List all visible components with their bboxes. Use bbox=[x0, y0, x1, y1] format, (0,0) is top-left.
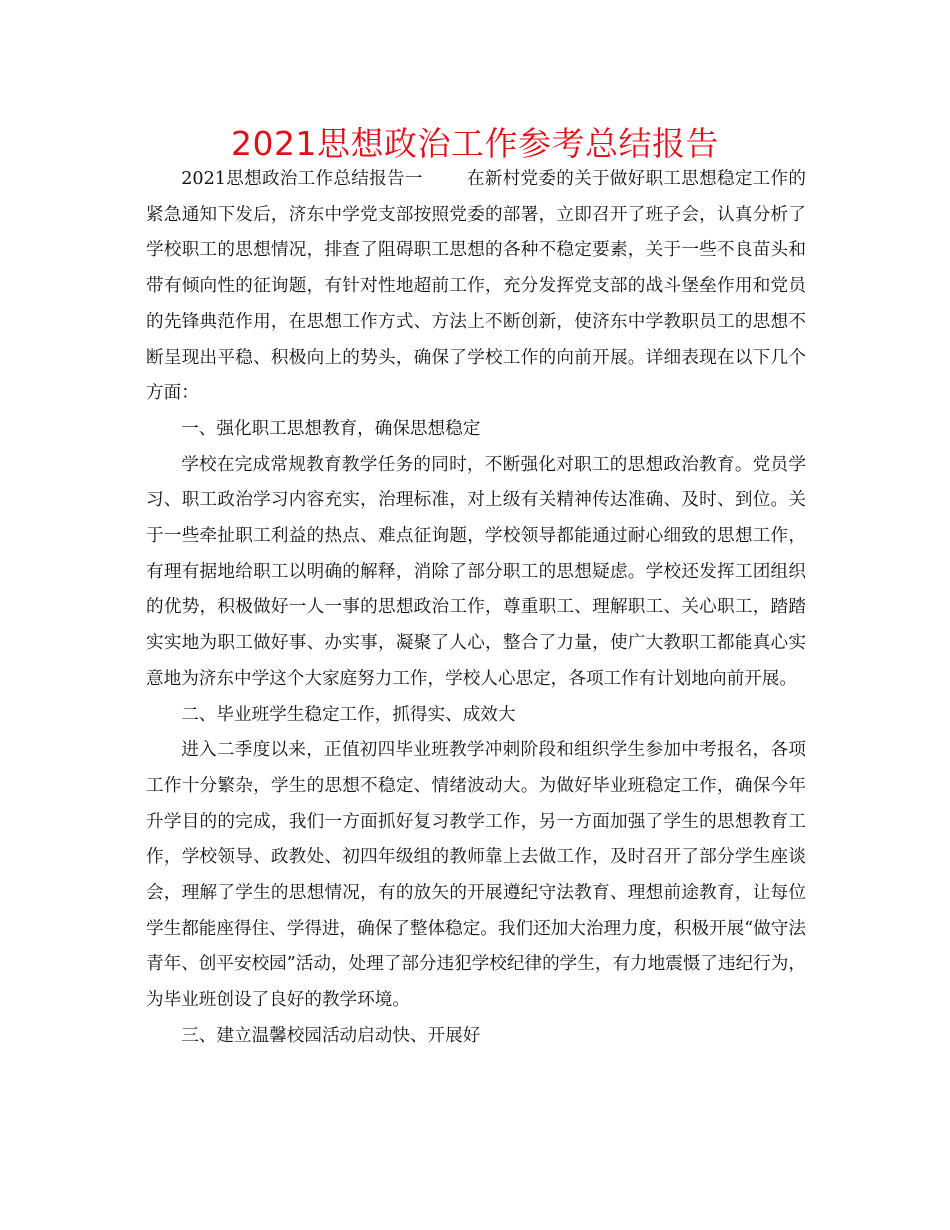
intro-label: 2021思想政治工作总结报告一 bbox=[181, 169, 423, 189]
section-1-paragraph: 学校在完成常规教育教学任务的同时，不断强化对职工的思想政治教育。党员学习、职工政治学习内容充实，治理标准，对上级有关精神传达准确、及时、到位。关于一些牵扯职工利益的热点、难点征询题，学校领导都能通过耐心细致的思想工作，有理有据地给职工以明确的解释，消除了部分职工的思想疑虑。学校还发挥工团组织的优势，积极做好一人一事的思想政治工作，尊重职工、理解职工、关心职工，踏踏实实地为职工做好事、办实事，凝聚了人心，整合了力量，使广大教职工都能真心实意地为济东中学这个大家庭努力工作，学校人心思定，各项工作有计划地向前开展。 bbox=[146, 454, 806, 689]
intro-paragraph bbox=[146, 162, 806, 412]
document-body bbox=[146, 162, 806, 1055]
section-3-heading: 三、建立温馨校园活动启动快、开展好 bbox=[181, 1025, 481, 1046]
section-1-heading: 一、强化职工思想教育，确保思想稳定 bbox=[181, 418, 481, 439]
section-2-paragraph: 进入二季度以来，正值初四毕业班教学冲刺阶段和组织学生参加中考报名，各项工作十分繁杂，学生的思想不稳定、情绪波动大。为做好毕业班稳定工作，确保今年升学目的的完成，我们一方面抓好复习教学工作，另一方面加强了学生的思想教育工作，学校领导、政教处、初四年级组的教师靠上去做工作，及时召开了部分学生座谈会，理解了学生的思想情况，有的放矢的开展遵纪守法教育、理想前途教育，让每位学生都能座得住、学得进，确保了整体稳定。我们还加大治理力度，积极开展“做守法青年、创平安校园”活动，处理了部分违犯学校纪律的学生，有力地震慑了违纪行为，为毕业班创设了良好的教学环境。 bbox=[146, 740, 806, 1011]
intro-text: 在新村党委的关于做好职工思想稳定工作的紧急通知下发后，济东中学党支部按照党委的部署，立即召开了班子会，认真分析了学校职工的思想情况，排查了阻碍职工思想的各种不稳定要素，关于一些不良苗头和带有倾向性的征询题，有针对性地超前工作，充分发挥党支部的战斗堡垒作用和党员的先锋典范作用，在思想工作方式、方法上不断创新，使济东中学教职员工的思想不断呈现出平稳、积极向上的势头，确保了学校工作的向前开展。详细表现在以下几个方面： bbox=[146, 169, 806, 404]
section-2-heading: 二、毕业班学生稳定工作，抓得实、成效大 bbox=[181, 704, 516, 725]
document-title: 2021思想政治工作参考总结报告 bbox=[231, 124, 719, 163]
